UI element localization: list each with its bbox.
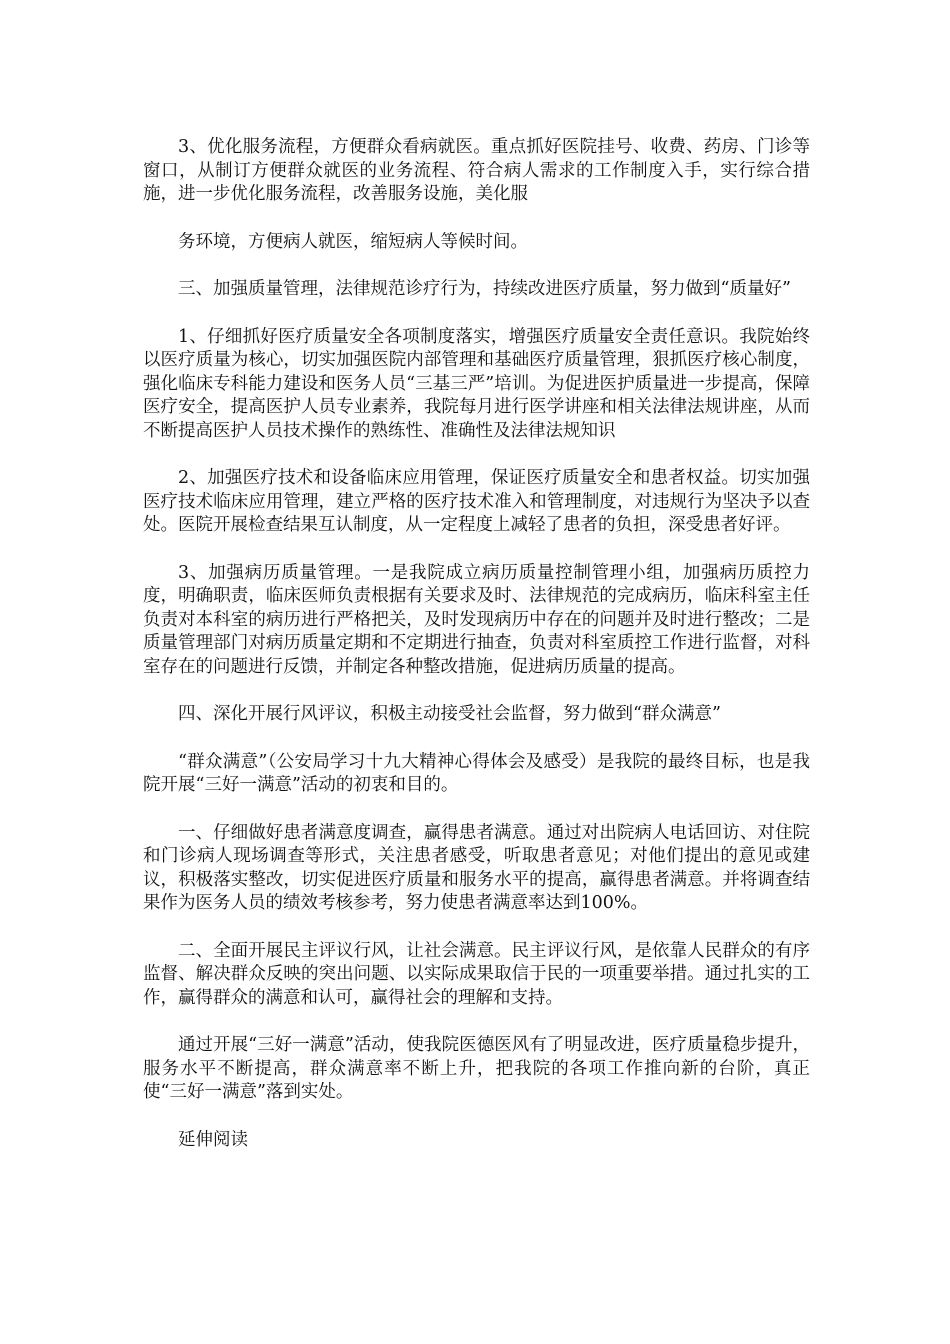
paragraph-patient-survey: 一、仔细做好患者满意度调查，赢得患者满意。通过对出院病人电话回访、对住院和门诊病人现场调查等形式，关注患者感受，听取患者意见；对他们提出的意见或建议，积极落实整改，切实促进医疗质量和服务水平的提高，赢得患者满意。并将调查结果作为医务人员的绩效考核参考，努力使患者满意率达到100%。 — [143, 822, 810, 913]
section-heading-satisfaction: 四、深化开展行风评议，积极主动接受社会监督，努力做到“群众满意” — [178, 704, 721, 724]
paragraph-medical-records: 3、加强病历质量管理。一是我院成立病历质量控制管理小组，加强病历质控力度，明确职责，临床医师负责根据有关要求及时、法律规范的完成病历，临床科室主任负责对本科室的病历进行严格把关，及时发现病历中存在的问题并及时进行整改；二是质量管理部门对病历质量定期和不定期进行抽查，负责对科室质控工作进行监督，对科室存在的问题进行反馈，并制定各种整改措施，促进病历质量的提高。 — [143, 562, 810, 677]
paragraph-quality-safety: 1、仔细抓好医疗质量安全各项制度落实，增强医疗质量安全责任意识。我院始终以医疗质量为核心，切实加强医院内部管理和基础医疗质量管理，狠抓医疗核心制度，强化临床专科能力建设和医务人员“三基三严”培训。为促进医护质量进一步提高，保障医疗安全，提高医护人员专业素养，我院每月进行医学讲座和相关法律法规讲座，从而不断提高医护人员技术操作的熟练性、准确性及法律法规知识 — [143, 326, 810, 441]
extended-reading-label: 延伸阅读 — [178, 1129, 248, 1150]
paragraph-service-flow: 3、优化服务流程，方便群众看病就医。重点抓好医院挂号、收费、药房、门诊等窗口，从制订方便群众就医的业务流程、符合病人需求的工作制度入手，实行综合措施，进一步优化服务流程，改善服务设施，美化服 — [143, 137, 810, 204]
section-heading-quality: 三、加强质量管理，法律规范诊疗行为，持续改进医疗质量，努力做到“质量好” — [178, 279, 791, 299]
paragraph-service-env: 务环境，方便病人就医，缩短病人等候时间。 — [178, 231, 528, 252]
paragraph-democratic-review: 二、全面开展民主评议行风，让社会满意。民主评议行风，是依靠人民群众的有序监督、解决群众反映的突出问题、以实际成果取信于民的一项重要举措。通过扎实的工作，赢得群众的满意和认可，赢得社会的理解和支持。 — [143, 940, 810, 1008]
paragraph-satisfaction-goal: “群众满意”（公安局学习十九大精神心得体会及感受）是我院的最终目标，也是我院开展“三好一满意”活动的初衷和目的。 — [143, 751, 810, 795]
document-body — [143, 136, 810, 1176]
paragraph-conclusion: 通过开展“三好一满意”活动，使我院医德医风有了明显改进，医疗质量稳步提升，服务水平不断提高，群众满意率不断上升，把我院的各项工作推向新的台阶，真正使“三好一满意”落到实处。 — [143, 1035, 810, 1102]
paragraph-medical-technology: 2、加强医疗技术和设备临床应用管理，保证医疗质量安全和患者权益。切实加强医疗技术临床应用管理，建立严格的医疗技术准入和管理制度，对违规行为坚决予以查处。医院开展检查结果互认制度，从一定程度上减轻了患者的负担，深受患者好评。 — [143, 468, 810, 535]
